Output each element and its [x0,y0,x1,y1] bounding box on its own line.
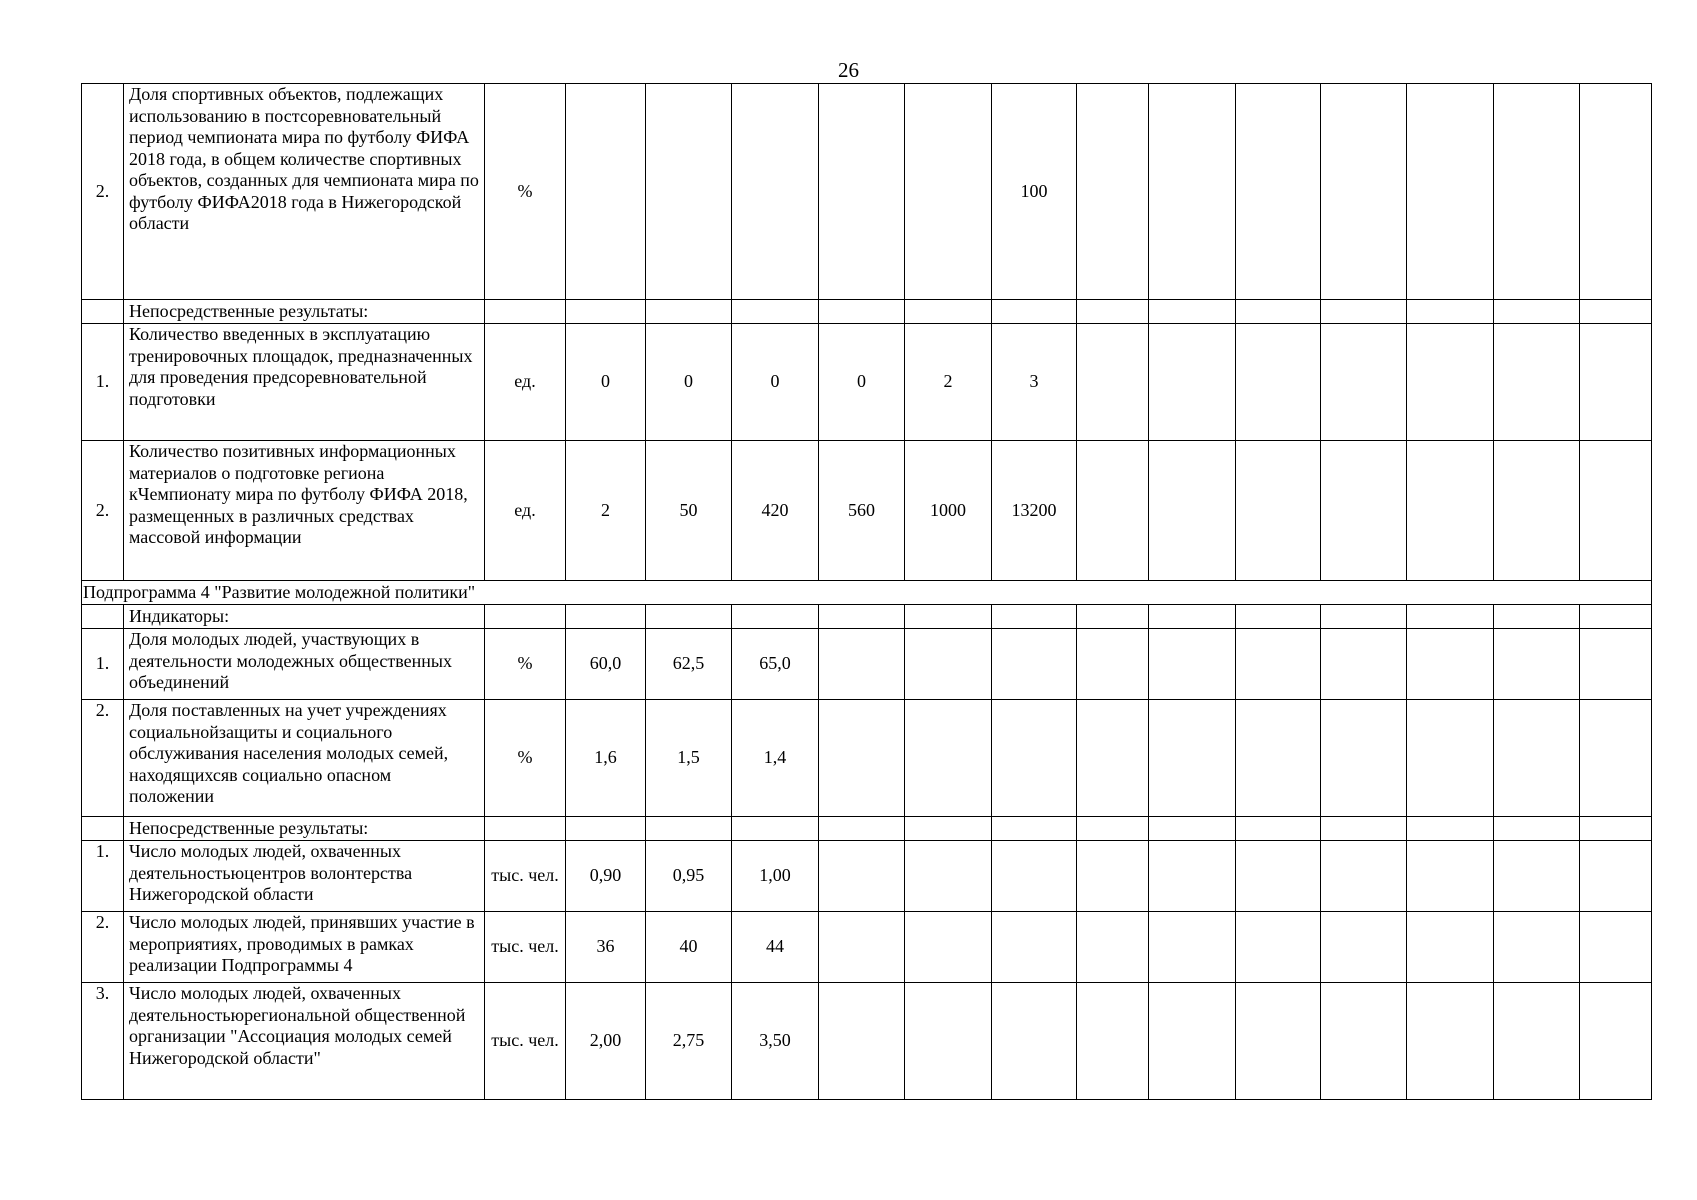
value-cell [1494,817,1580,841]
value-cell [819,841,905,912]
value-cell: 2 [566,441,646,581]
value-cell [485,817,566,841]
section-label: Индикаторы: [124,605,485,629]
value-cell [646,84,732,300]
value-cell [992,912,1077,983]
value-cell [905,300,992,324]
value-cell [1580,817,1652,841]
row-number: 2. [82,84,124,300]
table-row [82,841,1652,912]
indicator-name: Число молодых людей, принявших участие в мероприятиях, проводимых в рамках реализации Подпрограммы 4 [124,912,485,983]
value-cell [1236,605,1321,629]
value-cell [646,817,732,841]
value-cell [1580,300,1652,324]
value-cell [1077,84,1149,300]
value-cell [1236,841,1321,912]
table-row [82,324,1652,441]
value-cell [1077,441,1149,581]
value-cell [1580,441,1652,581]
value-cell [1407,700,1494,817]
row-number: 1. [82,841,124,912]
value-cell [905,700,992,817]
value-cell [1149,441,1236,581]
value-cell [1077,912,1149,983]
value-cell [1494,700,1580,817]
value-cell [1580,700,1652,817]
value-cell [905,629,992,700]
value-cell [1149,84,1236,300]
value-cell: 65,0 [732,629,819,700]
unit-cell: тыс. чел. [485,912,566,983]
unit-cell: тыс. чел. [485,983,566,1100]
value-cell [1580,84,1652,300]
value-cell: 13200 [992,441,1077,581]
value-cell [819,817,905,841]
value-cell: 100 [992,84,1077,300]
value-cell: 420 [732,441,819,581]
unit-cell: тыс. чел. [485,841,566,912]
value-cell [1407,912,1494,983]
table-row [82,441,1652,581]
value-cell [992,983,1077,1100]
value-cell [1407,629,1494,700]
value-cell: 1,6 [566,700,646,817]
value-cell [1407,324,1494,441]
value-cell [1407,300,1494,324]
value-cell [992,817,1077,841]
value-cell [1580,629,1652,700]
value-cell [819,912,905,983]
value-cell [819,700,905,817]
indicator-name: Доля спортивных объектов, подлежащих использованию в постсоревновательный период чемпионата мира по футболу ФИФА 2018 года, в общем количестве спортивных объектов, созданных для чемпионата мира по футболу ФИФА2018 года в Нижегородской области [124,84,485,300]
value-cell: 560 [819,441,905,581]
value-cell [1580,912,1652,983]
value-cell: 62,5 [646,629,732,700]
table-row [82,983,1652,1100]
value-cell [1236,912,1321,983]
value-cell [732,300,819,324]
value-cell [1321,605,1407,629]
table-row [82,605,1652,629]
table-row [82,84,1652,300]
indicator-name: Число молодых людей, охваченных деятельностьюцентров волонтерства Нижегородской области [124,841,485,912]
value-cell [1077,300,1149,324]
value-cell [1407,983,1494,1100]
value-cell [1236,983,1321,1100]
value-cell [905,605,992,629]
row-number: 3. [82,983,124,1100]
page-number: 26 [838,58,859,82]
value-cell [1149,605,1236,629]
value-cell: 2,75 [646,983,732,1100]
value-cell [1149,817,1236,841]
value-cell [1236,441,1321,581]
table-row [82,300,1652,324]
value-cell [566,817,646,841]
indicators-table [81,83,1652,1100]
value-cell [1321,912,1407,983]
value-cell [566,605,646,629]
value-cell [992,700,1077,817]
value-cell: 1,00 [732,841,819,912]
value-cell [1236,300,1321,324]
value-cell [1149,983,1236,1100]
value-cell [485,300,566,324]
value-cell [1494,441,1580,581]
value-cell [1321,841,1407,912]
value-cell [1321,700,1407,817]
indicator-name: Число молодых людей, охваченных деятельностьюрегиональной общественной организации "Ассоциация молодых семей Нижегородской области" [124,983,485,1100]
value-cell: 60,0 [566,629,646,700]
value-cell [566,84,646,300]
value-cell [905,912,992,983]
value-cell [1321,629,1407,700]
row-number: 2. [82,700,124,817]
value-cell: 3,50 [732,983,819,1100]
value-cell [1407,605,1494,629]
unit-cell: % [485,629,566,700]
value-cell [732,817,819,841]
value-cell [1149,300,1236,324]
value-cell [1236,629,1321,700]
value-cell [1077,983,1149,1100]
unit-cell: ед. [485,324,566,441]
value-cell: 1000 [905,441,992,581]
value-cell [1149,841,1236,912]
value-cell [1236,700,1321,817]
value-cell [992,605,1077,629]
section-label: Непосредственные результаты: [124,300,485,324]
row-number: 2. [82,441,124,581]
value-cell [1407,817,1494,841]
value-cell [819,629,905,700]
subprogram-title: Подпрограмма 4 "Развитие молодежной политики" [82,581,1652,605]
value-cell: 1,4 [732,700,819,817]
value-cell [1494,324,1580,441]
row-number [82,300,124,324]
value-cell [1494,983,1580,1100]
value-cell [819,300,905,324]
value-cell [1236,324,1321,441]
value-cell [992,300,1077,324]
value-cell [1494,605,1580,629]
value-cell [1077,324,1149,441]
value-cell [646,300,732,324]
indicator-name: Доля поставленных на учет учреждениях социальнойзащиты и социального обслуживания населения молодых семей, находящихсяв социально опасном положении [124,700,485,817]
unit-cell: % [485,84,566,300]
value-cell [992,629,1077,700]
value-cell [905,983,992,1100]
value-cell [1236,817,1321,841]
value-cell [1321,983,1407,1100]
value-cell [1580,983,1652,1100]
value-cell [819,84,905,300]
value-cell: 3 [992,324,1077,441]
value-cell [1494,300,1580,324]
value-cell: 0,95 [646,841,732,912]
value-cell [905,841,992,912]
value-cell [1407,84,1494,300]
value-cell [1494,912,1580,983]
unit-cell: ед. [485,441,566,581]
value-cell: 0 [566,324,646,441]
value-cell [1149,324,1236,441]
value-cell: 1,5 [646,700,732,817]
value-cell [905,84,992,300]
unit-cell: % [485,700,566,817]
value-cell [1407,441,1494,581]
value-cell [905,817,992,841]
value-cell [1236,84,1321,300]
value-cell: 40 [646,912,732,983]
row-number [82,605,124,629]
row-number: 1. [82,629,124,700]
value-cell [566,300,646,324]
value-cell [732,605,819,629]
value-cell [1077,841,1149,912]
value-cell [1580,841,1652,912]
value-cell [1321,300,1407,324]
value-cell [1580,324,1652,441]
value-cell: 2,00 [566,983,646,1100]
row-number: 2. [82,912,124,983]
section-label: Непосредственные результаты: [124,817,485,841]
value-cell [819,605,905,629]
value-cell: 0 [646,324,732,441]
value-cell [819,983,905,1100]
value-cell [1077,605,1149,629]
value-cell [1077,629,1149,700]
value-cell [1494,629,1580,700]
row-number [82,817,124,841]
value-cell [1580,605,1652,629]
table-row [82,581,1652,605]
table-row [82,817,1652,841]
table-row [82,700,1652,817]
value-cell [1149,700,1236,817]
value-cell [485,605,566,629]
value-cell [1321,84,1407,300]
value-cell [646,605,732,629]
value-cell [1149,912,1236,983]
table-row [82,629,1652,700]
value-cell: 50 [646,441,732,581]
value-cell: 0 [732,324,819,441]
value-cell [1149,629,1236,700]
value-cell: 36 [566,912,646,983]
value-cell [1407,841,1494,912]
value-cell [1321,817,1407,841]
indicator-name: Доля молодых людей, участвующих в деятельности молодежных общественных объединений [124,629,485,700]
indicator-name: Количество позитивных информационных материалов о подготовке региона кЧемпионату мира по футболу ФИФА 2018, размещенных в различных средствах массовой информации [124,441,485,581]
row-number: 1. [82,324,124,441]
value-cell: 0 [819,324,905,441]
value-cell [1494,84,1580,300]
value-cell [1077,700,1149,817]
value-cell: 44 [732,912,819,983]
value-cell [992,841,1077,912]
value-cell [1321,324,1407,441]
table-row [82,912,1652,983]
value-cell [1321,441,1407,581]
value-cell [1077,817,1149,841]
indicator-name: Количество введенных в эксплуатацию тренировочных площадок, предназначенных для проведения предсоревновательной подготовки [124,324,485,441]
value-cell: 0,90 [566,841,646,912]
value-cell: 2 [905,324,992,441]
value-cell [1494,841,1580,912]
value-cell [732,84,819,300]
